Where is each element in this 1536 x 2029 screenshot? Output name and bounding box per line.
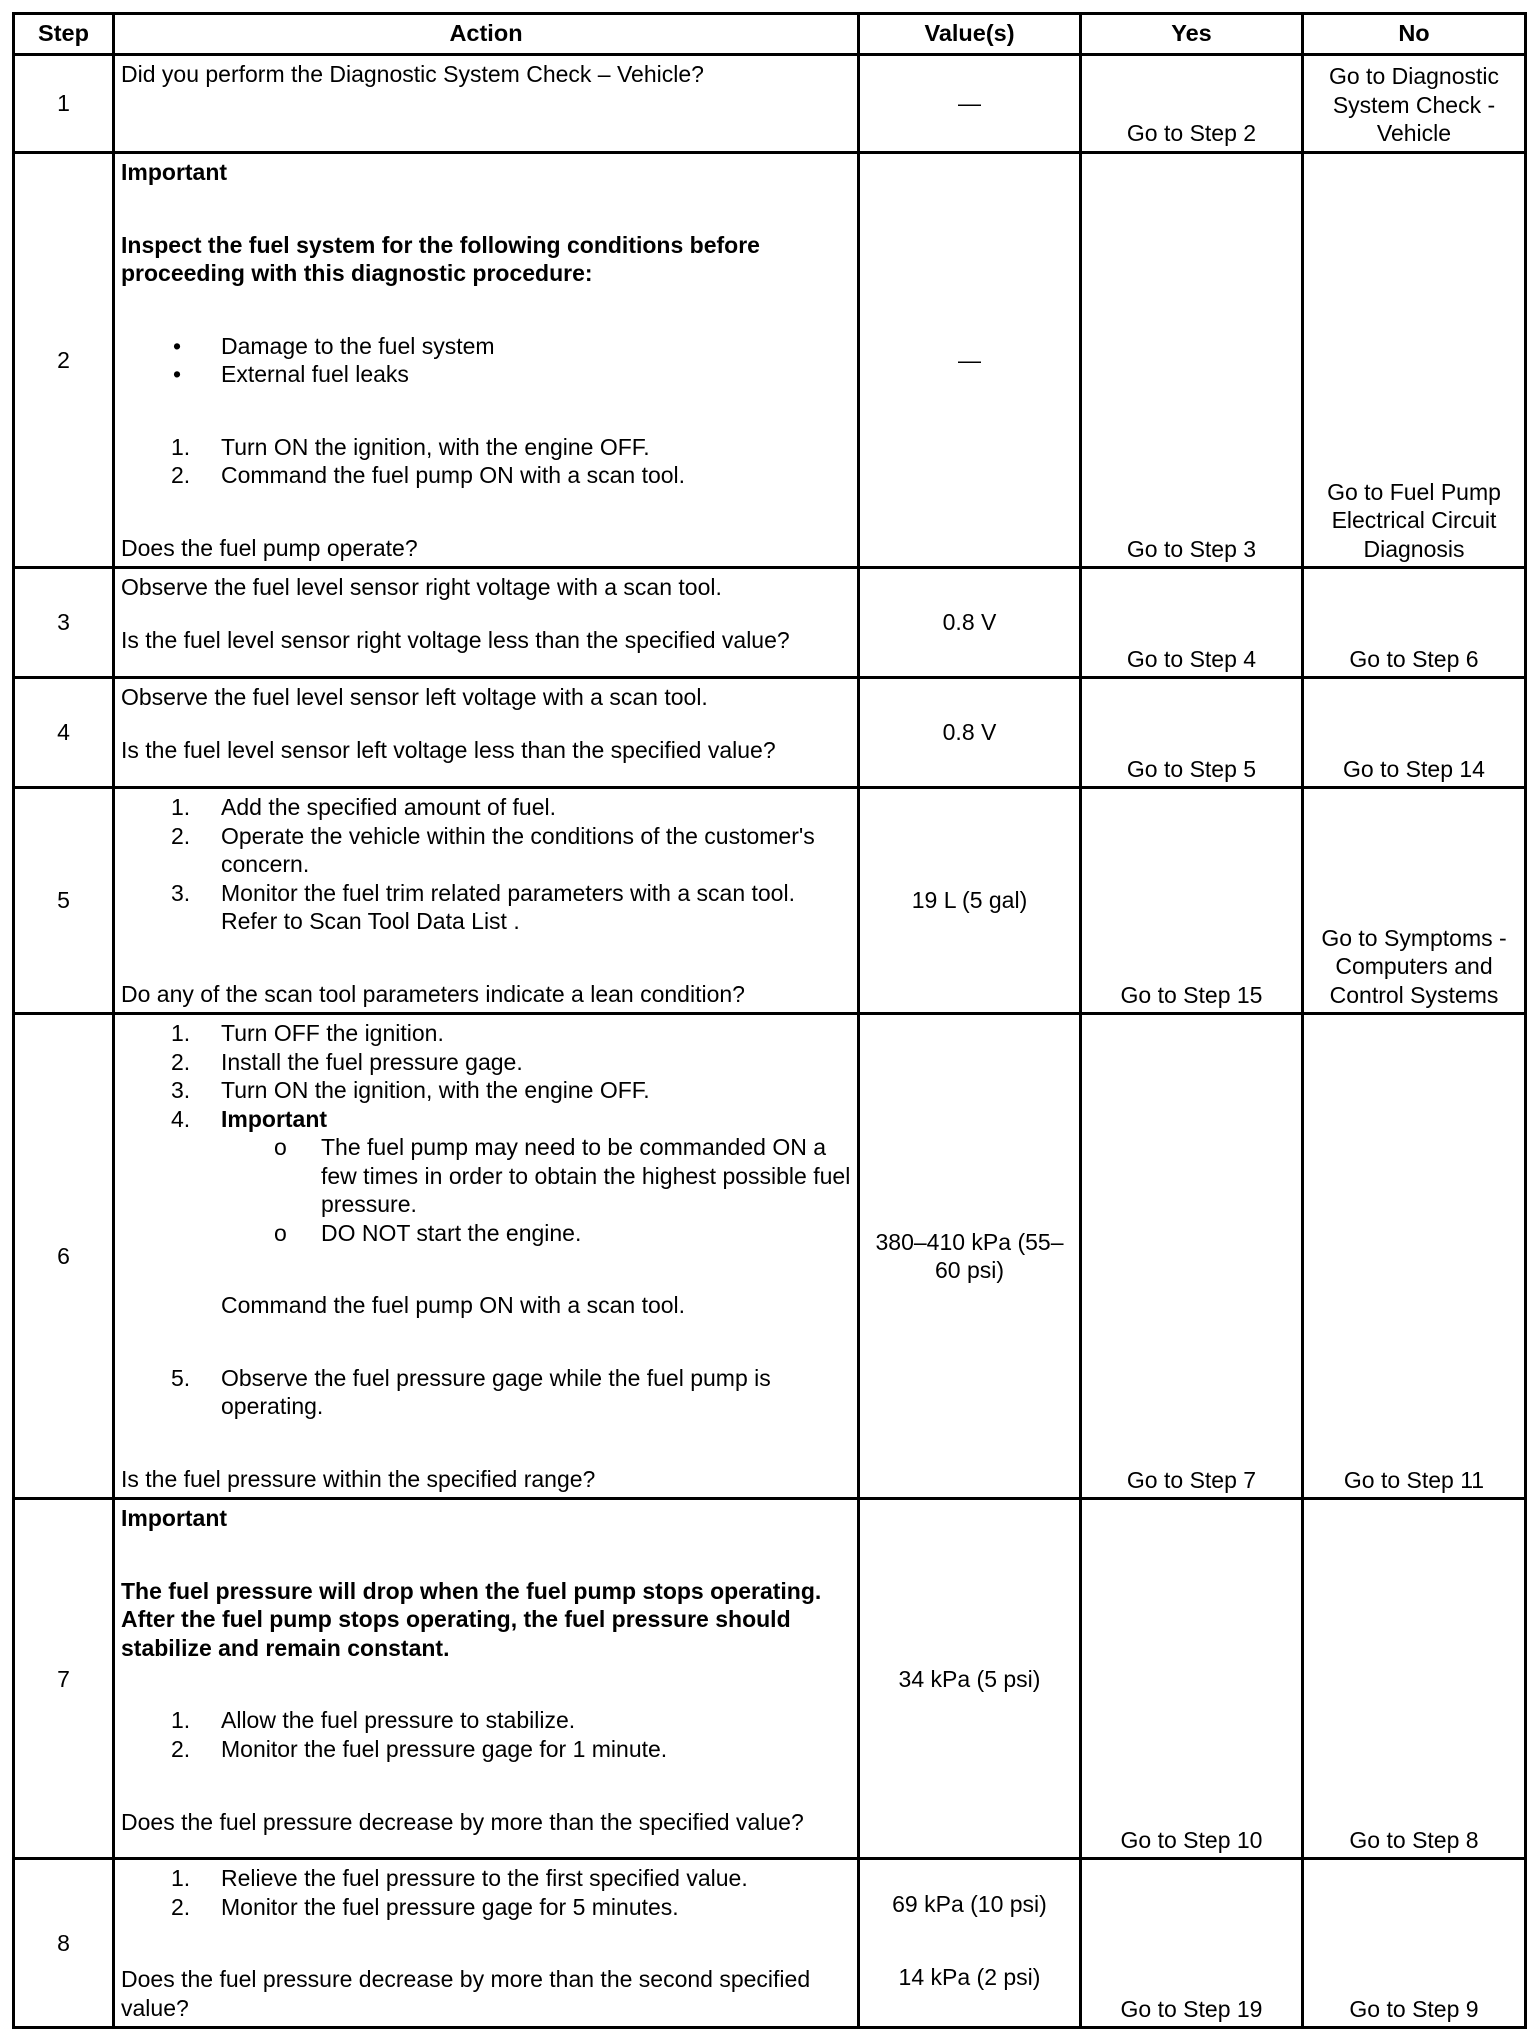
list-item: 5. Observe the fuel pressure gage while the fuel pump is operating. [171, 1364, 771, 1420]
no-cell: Go to Step 9 [1303, 1859, 1526, 2028]
no-cell: Go to Step 14 [1303, 678, 1526, 788]
yes-cell: Go to Step 2 [1081, 55, 1303, 153]
procedure-list [121, 1706, 853, 1763]
value-cell: — [859, 55, 1081, 153]
action-cell [114, 568, 859, 678]
step-number: 6 [14, 1014, 114, 1499]
yes-cell: Go to Step 10 [1081, 1499, 1303, 1859]
value-cell: 380–410 kPa (55–60 psi) [859, 1014, 1081, 1499]
step-number: 2 [14, 153, 114, 568]
action-question: Does the fuel pump operate? [121, 534, 418, 561]
no-cell: Go to Step 6 [1303, 568, 1526, 678]
list-item: 2. Operate the vehicle within the conditions of the customer's concern. [171, 822, 815, 878]
step-number: 3 [14, 568, 114, 678]
header-values: Value(s) [859, 14, 1081, 55]
yes-cell: Go to Step 7 [1081, 1014, 1303, 1499]
procedure-list [121, 1019, 853, 1421]
list-item: 1. Turn ON the ignition, with the engine OFF. [171, 433, 650, 460]
no-cell: Go to Symptoms - Computers and Control Systems [1303, 788, 1526, 1014]
action-question: Does the fuel pressure decrease by more than the specified value? [121, 1808, 804, 1835]
list-item: o The fuel pump may need to be commanded ON a few times in order to obtain the highest possible fuel pressure. [121, 1133, 853, 1219]
value-cell: 0.8 V [859, 568, 1081, 678]
table-row [14, 153, 1526, 568]
diagnostic-table [12, 12, 1527, 2029]
yes-cell: Go to Step 3 [1081, 153, 1303, 568]
step-number: 4 [14, 678, 114, 788]
action-observe: Observe the fuel level sensor left voltage with a scan tool. [121, 684, 708, 711]
action-question: Did you perform the Diagnostic System Check – Vehicle? [121, 61, 704, 87]
header-no: No [1303, 14, 1526, 55]
value-cell: 19 L (5 gal) [859, 788, 1081, 1014]
table-row [14, 788, 1526, 1014]
important-text: Inspect the fuel system for the following conditions before proceeding with this diagnostic procedure: [121, 231, 760, 287]
table-row [14, 55, 1526, 153]
list-item: 3. Monitor the fuel trim related parameters with a scan tool. Refer to Scan Tool Data List . [171, 879, 795, 935]
no-cell: Go to Fuel Pump Electrical Circuit Diagnosis [1303, 153, 1526, 568]
step-number: 1 [14, 55, 114, 153]
yes-cell: Go to Step 15 [1081, 788, 1303, 1014]
no-cell: Go to Step 11 [1303, 1014, 1526, 1499]
action-question: Is the fuel level sensor right voltage less than the specified value? [121, 626, 790, 653]
value-first: 69 kPa (10 psi) [892, 1891, 1047, 1918]
list-item: • Damage to the fuel system [121, 332, 853, 361]
table-row [14, 678, 1526, 788]
action-cell [114, 1499, 859, 1859]
yes-cell: Go to Step 5 [1081, 678, 1303, 788]
list-item: o DO NOT start the engine. [121, 1219, 853, 1248]
header-step: Step [14, 14, 114, 55]
list-item: 4. Important o The fuel pump may need to be commanded ON a few times in order to obtain the highest possible fuel pressure. o DO NOT start the engine. Command the fuel pump ON with a scan tool. [121, 1105, 853, 1364]
yes-cell: Go to Step 4 [1081, 568, 1303, 678]
sub-list [221, 1133, 853, 1247]
action-cell [114, 153, 859, 568]
condition-list [121, 332, 853, 389]
header-yes: Yes [1081, 14, 1303, 55]
step-number: 5 [14, 788, 114, 1014]
action-question: Does the fuel pressure decrease by more than the second specified value? [121, 1966, 811, 2021]
step-number: 7 [14, 1499, 114, 1859]
action-question: Is the fuel pressure within the specified range? [121, 1465, 596, 1492]
action-observe: Observe the fuel level sensor right voltage with a scan tool. [121, 574, 722, 601]
header-action: Action [114, 14, 859, 55]
action-cell [114, 678, 859, 788]
step-number: 8 [14, 1859, 114, 2028]
action-question: Is the fuel level sensor left voltage less than the specified value? [121, 736, 776, 763]
table-row [14, 568, 1526, 678]
list-item: 2. Command the fuel pump ON with a scan tool. [171, 462, 686, 489]
list-item: 2. Monitor the fuel pressure gage for 1 minute. [171, 1735, 668, 1762]
no-cell: Go to Diagnostic System Check - Vehicle [1303, 55, 1526, 153]
action-question: Do any of the scan tool parameters indicate a lean condition? [121, 980, 745, 1007]
action-cell [114, 55, 859, 153]
yes-cell: Go to Step 19 [1081, 1859, 1303, 2028]
action-cell [114, 1859, 859, 2028]
header-row [14, 14, 1526, 55]
table-row [14, 1014, 1526, 1499]
procedure-list [121, 1864, 853, 1921]
value-cell: 0.8 V [859, 678, 1081, 788]
no-cell: Go to Step 8 [1303, 1499, 1526, 1859]
value-second: 14 kPa (2 psi) [898, 1963, 1041, 1990]
important-heading: Important [221, 1105, 328, 1132]
table-row [14, 1859, 1526, 2028]
value-cell [859, 1859, 1081, 2028]
list-item: 2. Monitor the fuel pressure gage for 5 minutes. [171, 1893, 679, 1920]
list-item: 3. Turn ON the ignition, with the engine OFF. [171, 1077, 650, 1104]
important-text: The fuel pressure will drop when the fuel pump stops operating. After the fuel pump stops operating, the fuel pressure should stabilize and remain constant. [121, 1577, 822, 1661]
important-heading: Important [121, 1505, 228, 1532]
action-cell [114, 788, 859, 1014]
list-item: 1. Relieve the fuel pressure to the first specified value. [171, 1865, 748, 1892]
important-heading: Important [121, 159, 228, 185]
procedure-list [121, 433, 853, 490]
value-cell: — [859, 153, 1081, 568]
list-item: 1. Turn OFF the ignition. [171, 1020, 444, 1047]
command-text: Command the fuel pump ON with a scan tool. [221, 1292, 686, 1319]
action-cell [114, 1014, 859, 1499]
procedure-list [121, 793, 853, 936]
value-cell: 34 kPa (5 psi) [859, 1499, 1081, 1859]
list-item: 1. Allow the fuel pressure to stabilize. [171, 1707, 576, 1734]
list-item: • External fuel leaks [121, 360, 853, 389]
table-row [14, 1499, 1526, 1859]
list-item: 1. Add the specified amount of fuel. [171, 794, 556, 821]
list-item: 2. Install the fuel pressure gage. [171, 1048, 523, 1075]
